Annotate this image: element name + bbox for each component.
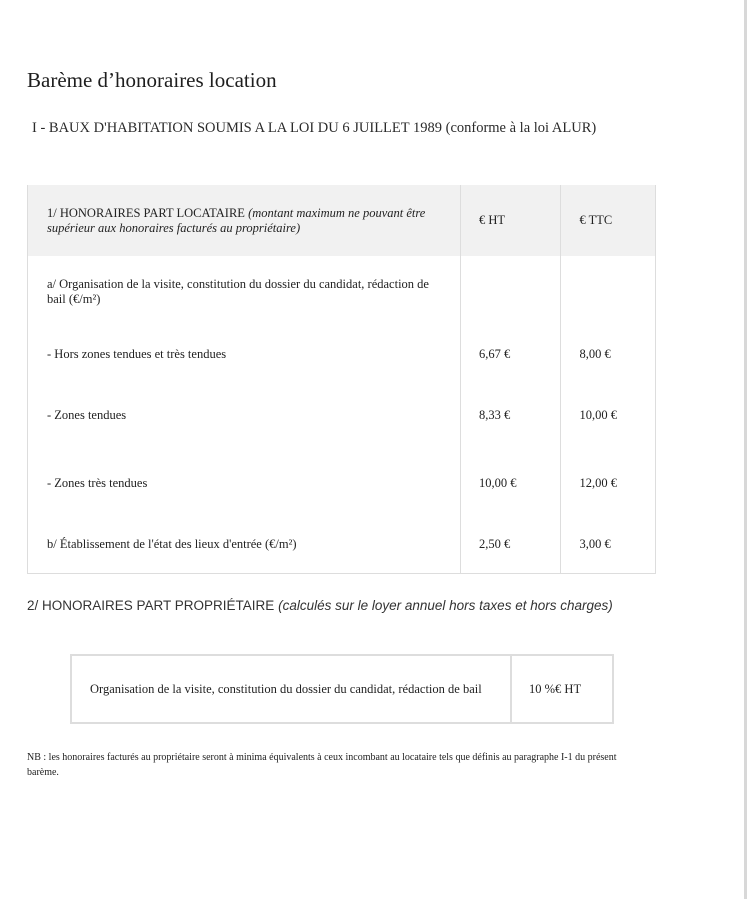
- owner-fees-note: (calculés sur le loyer annuel hors taxes et hors charges): [278, 598, 613, 613]
- table-row: [28, 328, 656, 380]
- row-value-ht: [460, 256, 560, 328]
- row-value-ttc: 8,00 €: [561, 328, 656, 380]
- column-header-ht: € HT: [460, 185, 560, 256]
- row-label: - Hors zones tendues et très tendues: [28, 328, 461, 380]
- row-label: a/ Organisation de la visite, constitution du dossier du candidat, rédaction de bail (€/m²): [28, 256, 461, 328]
- row-value-ttc: 10,00 €: [561, 380, 656, 450]
- owner-fees-label: 2/ HONORAIRES PART PROPRIÉTAIRE: [27, 598, 275, 613]
- owner-fee-description: Organisation de la visite, constitution du dossier du candidat, rédaction de bail: [71, 655, 511, 723]
- table-row: [28, 256, 656, 328]
- table-row: [28, 517, 656, 573]
- row-value-ttc: 12,00 €: [561, 450, 656, 517]
- column-header-ttc: € TTC: [561, 185, 656, 256]
- section-heading: I - BAUX D'HABITATION SOUMIS A LA LOI DU 6 JUILLET 1989 (conforme à la loi ALUR): [32, 120, 597, 136]
- table-row: [28, 380, 656, 450]
- row-label: - Zones tendues: [28, 380, 461, 450]
- row-value-ttc: 3,00 €: [561, 517, 656, 573]
- row-label: b/ Établissement de l'état des lieux d'entrée (€/m²): [28, 517, 461, 573]
- footnote: NB : les honoraires facturés au propriétaire seront à minima équivalents à ceux incombant au locataire tels que définis au paragraphe I-1 du présent barème.: [27, 752, 617, 778]
- tenant-fees-note: (montant maximum ne pouvant être supérieur aux honoraires facturés au propriétaire): [47, 205, 426, 235]
- owner-fees-table: [70, 654, 614, 724]
- row-value-ht: 6,67 €: [460, 328, 560, 380]
- row-label: - Zones très tendues: [28, 450, 461, 517]
- row-value-ht: 10,00 €: [460, 450, 560, 517]
- page-title: Barème d’honoraires location: [27, 68, 277, 92]
- tenant-fees-table: [27, 185, 656, 574]
- table-row: [71, 655, 613, 723]
- tenant-fees-heading: 1/ HONORAIRES PART LOCATAIRE: [47, 205, 245, 220]
- row-value-ht: 8,33 €: [460, 380, 560, 450]
- owner-fees-heading: [27, 598, 613, 613]
- row-value-ttc: [561, 256, 656, 328]
- row-value-ht: 2,50 €: [460, 517, 560, 573]
- table-header-row: [28, 185, 656, 256]
- header-label-cell: [28, 185, 461, 256]
- table-row: [28, 450, 656, 517]
- owner-fee-value: 10 %€ HT: [511, 655, 613, 723]
